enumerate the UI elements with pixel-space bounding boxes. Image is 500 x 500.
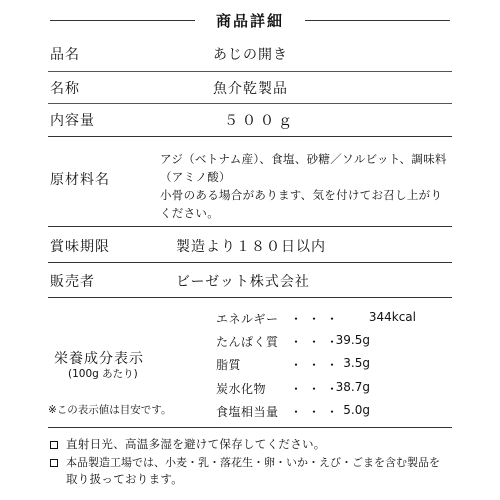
nutrition-item-value: 3.5g bbox=[343, 356, 370, 370]
divider bbox=[48, 226, 452, 227]
quantity-value: ５００ｇ bbox=[224, 113, 296, 129]
ingredients-line-1: アジ（ベトナム産）、食塩、砂糖／ソルビット、調味料 bbox=[160, 152, 447, 166]
nutrition-label: 栄養成分表示 bbox=[54, 351, 144, 367]
common-name-value: 魚介乾製品 bbox=[213, 81, 288, 97]
nutrition-item-name: エネルギー bbox=[216, 312, 279, 326]
allergy-caution-line-1: 小骨のある場合があります、気を付けてお召し上がり bbox=[160, 188, 443, 202]
seller-value: ビーゼット株式会社 bbox=[176, 274, 310, 290]
product-name-label: 品名 bbox=[50, 47, 80, 63]
divider bbox=[48, 136, 452, 137]
nutrition-sublabel: (100g あたり) bbox=[68, 368, 138, 380]
nutrition-item-name: 炭水化物 bbox=[216, 382, 267, 396]
allergen-note-line-1: 本品製造工場では、小麦・乳・落花生・卵・いか・えび・ごまを含む製品を bbox=[66, 456, 440, 469]
nutrition-item-value: 38.7g bbox=[335, 380, 370, 394]
divider bbox=[48, 297, 452, 298]
common-name-label: 名称 bbox=[50, 81, 80, 97]
page-title: 商品詳細 bbox=[215, 12, 284, 30]
product-name-value: あじの開き bbox=[213, 47, 288, 63]
quantity-label: 内容量 bbox=[50, 113, 95, 129]
divider bbox=[48, 103, 452, 104]
nutrition-item-value: 39.5g bbox=[335, 333, 370, 347]
checkbox-icon bbox=[50, 459, 58, 467]
nutrition-item-value: 5.0g bbox=[343, 403, 370, 417]
nutrition-item-dots: ・・・ bbox=[290, 358, 345, 372]
expiry-value: 製造より１８０日以内 bbox=[176, 239, 326, 255]
nutrition-item-value: 344kcal bbox=[368, 310, 416, 324]
nutrition-item-dots: ・・・ bbox=[290, 312, 345, 326]
ingredients-label: 原材料名 bbox=[50, 172, 110, 188]
storage-note: 直射日光、高温多湿を避けて保存してください。 bbox=[66, 437, 326, 451]
ingredients-line-2: （アミノ酸） bbox=[160, 170, 231, 184]
title-rule-right bbox=[305, 20, 450, 21]
divider bbox=[48, 71, 452, 72]
nutrition-note: ※この表示値は目安です。 bbox=[48, 404, 172, 416]
seller-label: 販売者 bbox=[50, 274, 95, 290]
divider bbox=[48, 262, 452, 263]
nutrition-item-name: 食塩相当量 bbox=[216, 405, 279, 419]
nutrition-item-name: たんぱく質 bbox=[216, 335, 279, 349]
checkbox-icon bbox=[50, 441, 58, 449]
expiry-label: 賞味期限 bbox=[50, 239, 110, 255]
divider bbox=[48, 427, 452, 428]
nutrition-item-dots: ・・・ bbox=[290, 335, 345, 349]
allergy-caution-line-2: ください。 bbox=[160, 206, 219, 220]
nutrition-item-dots: ・・・ bbox=[290, 405, 345, 419]
allergen-note-line-2: 取り扱っております。 bbox=[66, 472, 184, 486]
nutrition-item-dots: ・・・ bbox=[290, 382, 345, 396]
nutrition-item-name: 脂質 bbox=[216, 358, 242, 372]
